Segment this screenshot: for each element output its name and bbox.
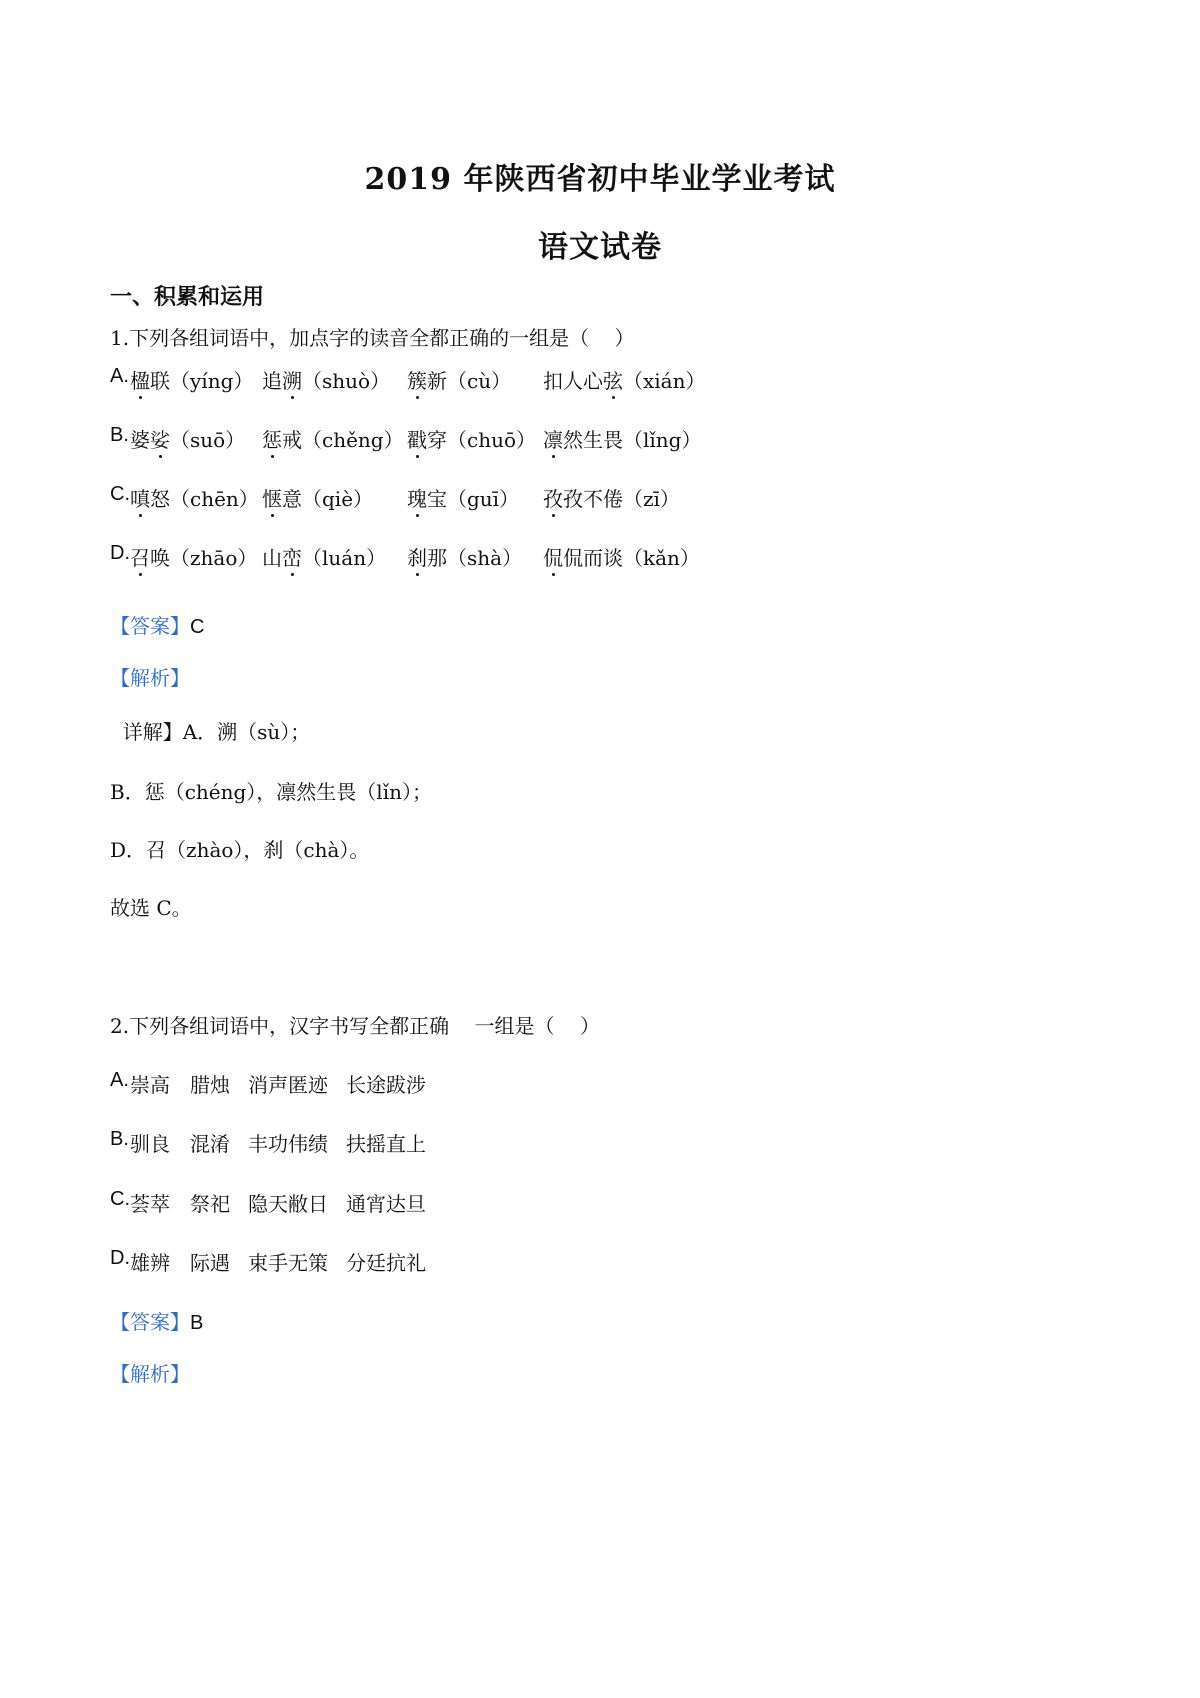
option-letter: A. xyxy=(110,365,129,387)
item-pinyin: （suō） xyxy=(170,428,246,452)
option-letter: B. xyxy=(110,1128,129,1150)
dotted-character: 嗔 xyxy=(130,487,150,511)
answer-tag: 【答案】 xyxy=(110,1312,190,1334)
option-item xyxy=(130,365,253,394)
option-word: 束手无策 xyxy=(248,1251,328,1275)
dotted-character: 惩 xyxy=(262,428,282,452)
question-2-stem: 2.下列各组词语中，汉字书写全都正确 一组是（ ） xyxy=(110,1014,600,1038)
option-word: 祭祀 xyxy=(190,1192,230,1216)
item-pinyin: 戒（chěng） xyxy=(282,428,404,452)
option-letter: A. xyxy=(110,1069,129,1091)
option-letter: D. xyxy=(110,1247,130,1269)
item-pinyin: 新（cù） xyxy=(427,369,512,393)
option-word: 崇高 xyxy=(130,1073,170,1097)
question-2-analysis-tag: 【解析】 xyxy=(110,1364,190,1386)
option-item xyxy=(130,542,257,571)
option-letter: B. xyxy=(110,424,129,446)
item-pinyin: 然生畏（lǐng） xyxy=(563,428,702,452)
dotted-character: 瑰 xyxy=(407,487,427,511)
option-word: 隐天敝日 xyxy=(248,1192,328,1216)
option-word: 驯良 xyxy=(130,1132,170,1156)
option-word: 腊烛 xyxy=(190,1073,230,1097)
option-item xyxy=(407,542,522,571)
item-pinyin: 意（qiè） xyxy=(282,487,374,511)
option-word: 消声匿迹 xyxy=(248,1073,328,1097)
answer-value: B xyxy=(190,1312,204,1334)
option-item xyxy=(130,424,245,453)
item-text: 追 xyxy=(262,369,282,393)
item-pinyin: 唤（zhāo） xyxy=(150,546,258,570)
answer-tag: 【答案】 xyxy=(110,616,190,638)
option-word: 际遇 xyxy=(190,1251,230,1275)
item-pinyin: （shuò） xyxy=(302,369,391,393)
item-pinyin: 宝（guī） xyxy=(427,487,520,511)
option-word: 雄辨 xyxy=(130,1251,170,1275)
analysis-line-1: 详解】A．溯（sù）； xyxy=(110,720,311,744)
dotted-character: 楹 xyxy=(130,369,150,393)
item-pinyin: 怒（chēn） xyxy=(150,487,259,511)
item-pinyin: 那（shà） xyxy=(427,546,523,570)
option-item xyxy=(407,365,511,394)
dotted-character: 娑 xyxy=(150,428,170,452)
dotted-character: 弦 xyxy=(603,369,623,393)
dotted-character: 溯 xyxy=(282,369,302,393)
exam-subtitle: 语文试卷 xyxy=(538,230,662,265)
question-2-answer xyxy=(110,1306,203,1335)
exam-title: 2019 年陕西省初中毕业学业考试 xyxy=(364,162,836,197)
item-text: 婆 xyxy=(130,428,150,452)
option-item xyxy=(407,424,536,453)
analysis-line-4: 故选 C。 xyxy=(110,896,192,920)
option-word: 丰功伟绩 xyxy=(248,1132,328,1156)
option-word: 荟萃 xyxy=(130,1192,170,1216)
option-item xyxy=(262,542,386,571)
question-1-stem: 1.下列各组词语中，加点字的读音全都正确的一组是（ ） xyxy=(110,326,635,350)
item-text: 扣人心 xyxy=(543,369,603,393)
option-item xyxy=(262,365,390,394)
option-item xyxy=(262,424,404,453)
dotted-character: 刹 xyxy=(407,546,427,570)
item-pinyin: 侃而谈（kǎn） xyxy=(563,546,700,570)
option-word: 分廷抗礼 xyxy=(346,1251,426,1275)
dotted-character: 侃 xyxy=(543,546,563,570)
option-item xyxy=(407,483,519,512)
option-letter: C. xyxy=(110,1188,130,1210)
section-heading: 一、积累和运用 xyxy=(110,285,265,310)
option-letter: C. xyxy=(110,483,130,505)
option-word: 长途跋涉 xyxy=(346,1073,426,1097)
analysis-line-3: D．召（zhào），刹（chà）。 xyxy=(110,838,370,862)
dotted-character: 惬 xyxy=(262,487,282,511)
dotted-character: 孜 xyxy=(543,487,563,511)
dotted-character: 凛 xyxy=(543,428,563,452)
option-word: 通宵达旦 xyxy=(346,1192,426,1216)
dotted-character: 峦 xyxy=(282,546,302,570)
item-pinyin: 孜不倦（zī） xyxy=(563,487,680,511)
option-word: 扶摇直上 xyxy=(346,1132,426,1156)
item-pinyin: 联（yíng） xyxy=(150,369,254,393)
option-item xyxy=(543,542,700,571)
option-item xyxy=(262,483,373,512)
item-pinyin: 穿（chuō） xyxy=(427,428,537,452)
item-text: 山 xyxy=(262,546,282,570)
dotted-character: 戳 xyxy=(407,428,427,452)
option-letter: D. xyxy=(110,542,130,564)
item-pinyin: （xián） xyxy=(623,369,706,393)
option-item xyxy=(543,365,705,394)
question-1-answer xyxy=(110,610,204,639)
item-pinyin: （luán） xyxy=(302,546,387,570)
option-item xyxy=(130,483,259,512)
question-1-analysis-tag: 【解析】 xyxy=(110,668,190,690)
dotted-character: 簇 xyxy=(407,369,427,393)
option-item xyxy=(543,424,701,453)
analysis-line-2: B．惩（chéng），凛然生畏（lǐn）； xyxy=(110,780,432,804)
answer-value: C xyxy=(190,616,205,638)
option-item xyxy=(543,483,680,512)
option-word: 混淆 xyxy=(190,1132,230,1156)
dotted-character: 召 xyxy=(130,546,150,570)
